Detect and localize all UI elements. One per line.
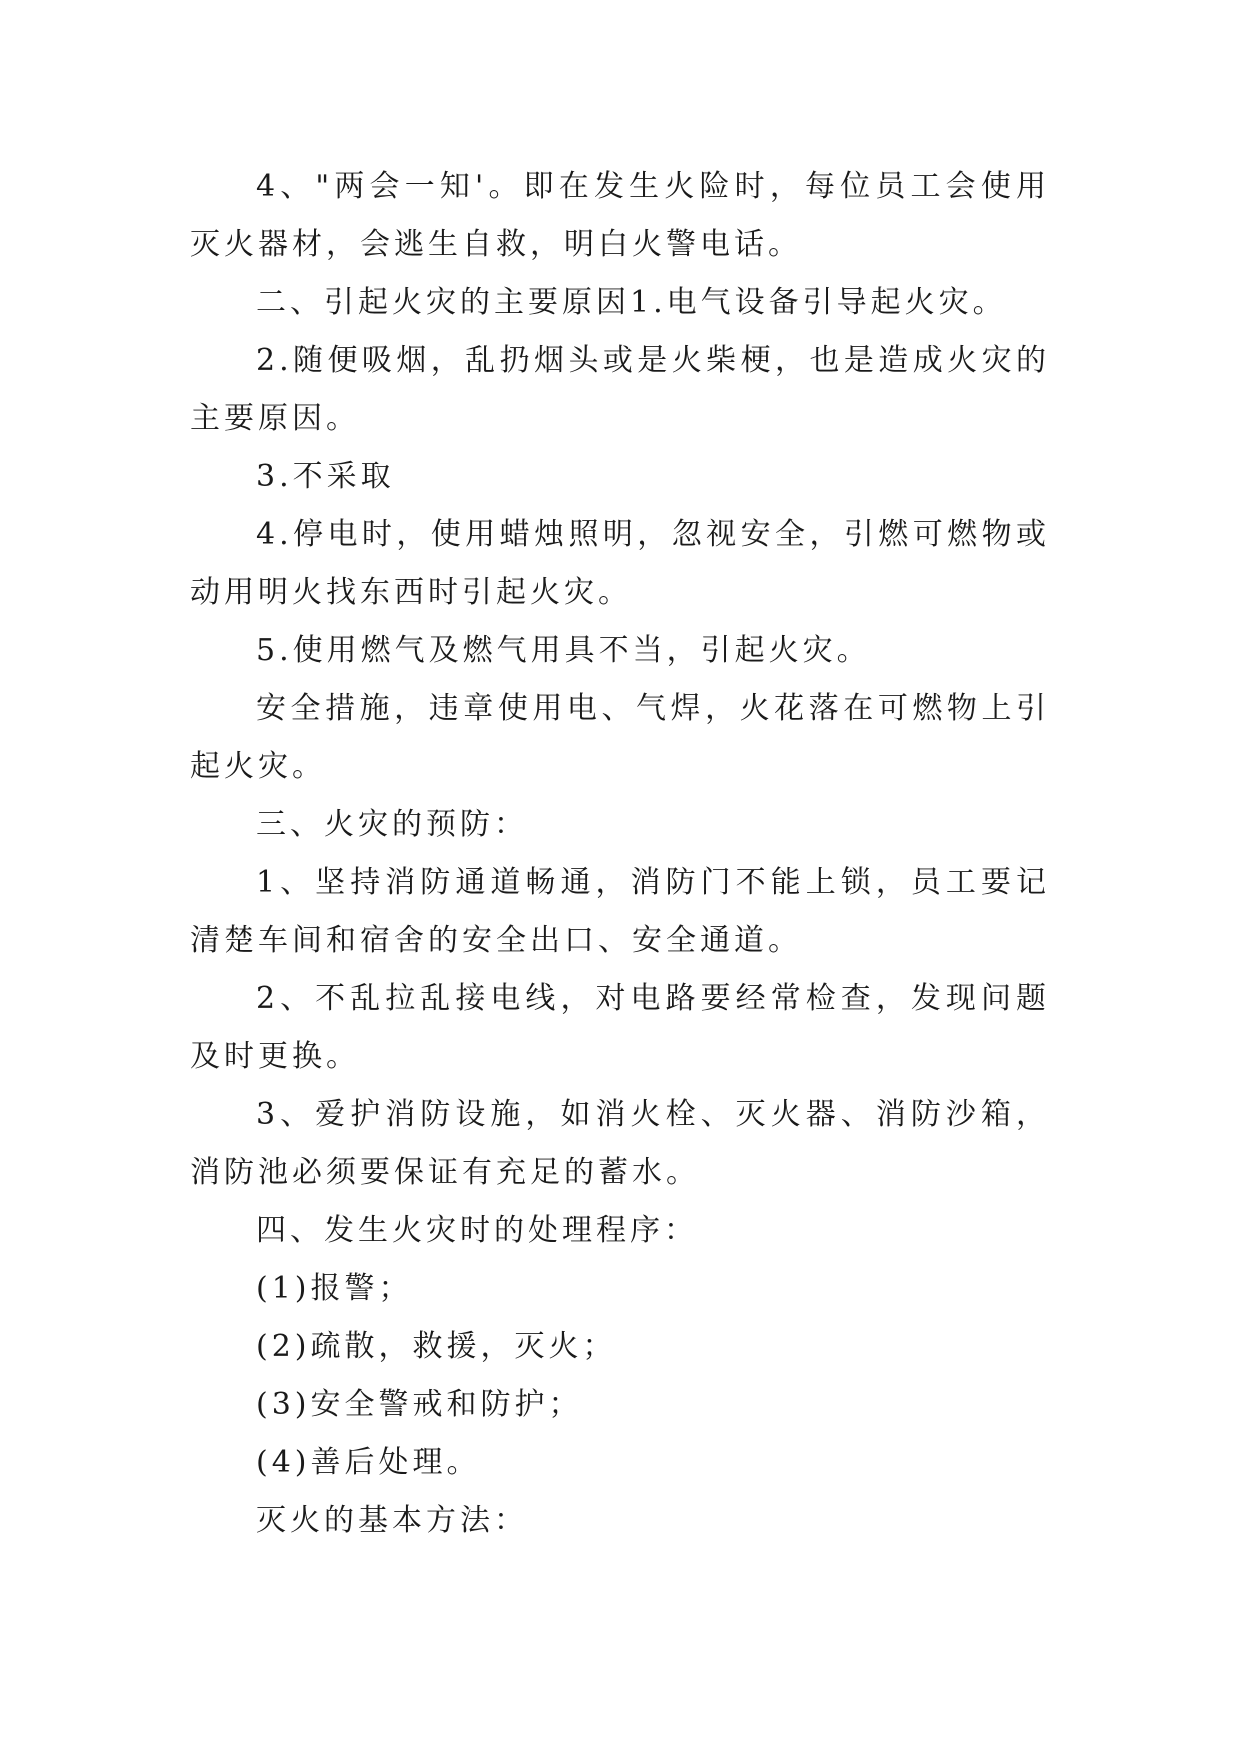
document-body (190, 158, 1050, 1550)
procedure-step-1: (1)报警； (256, 1271, 413, 1306)
paragraph-cause-4-candles: 4.停电时，使用蜡烛照明，忽视安全，引燃可燃物或动用明火找东西时引起火灾。 (190, 517, 1050, 610)
section-heading-extinguishing-methods: 灭火的基本方法： (256, 1503, 528, 1538)
paragraph-safety-measures: 安全措施，违章使用电、气焊，火花落在可燃物上引起火灾。 (190, 691, 1050, 784)
paragraph-prevention-3: 3、爱护消防设施，如消火栓、灭火器、消防沙箱，消防池必须要保证有充足的蓄水。 (190, 1097, 1050, 1190)
procedure-step-3: (3)安全警戒和防护； (256, 1387, 583, 1422)
paragraph-prevention-2: 2、不乱拉乱接电线，对电路要经常检查，发现问题及时更换。 (190, 981, 1050, 1074)
paragraph-cause-2-smoking: 2.随便吸烟，乱扔烟头或是火柴梗，也是造成火灾的主要原因。 (190, 343, 1050, 436)
paragraph-item-4-two-knows: 4、"两会一知'。即在发生火险时，每位员工会使用灭火器材，会逃生自救，明白火警电话。 (190, 169, 1050, 262)
section-heading-fire-causes: 二、引起火灾的主要原因1.电气设备引导起火灾。 (256, 285, 1007, 320)
paragraph-cause-5-gas: 5.使用燃气及燃气用具不当，引起火灾。 (256, 633, 871, 668)
section-heading-fire-procedure: 四、发生火灾时的处理程序： (256, 1213, 698, 1248)
section-heading-fire-prevention: 三、火灾的预防： (256, 807, 528, 842)
procedure-step-2: (2)疏散，救援，灭火； (256, 1329, 617, 1364)
procedure-step-4: (4)善后处理。 (256, 1445, 481, 1480)
paragraph-prevention-1: 1、坚持消防通道畅通，消防门不能上锁，员工要记清楚车间和宿舍的安全出口、安全通道。 (190, 865, 1050, 958)
paragraph-cause-3: 3.不采取 (256, 459, 395, 494)
